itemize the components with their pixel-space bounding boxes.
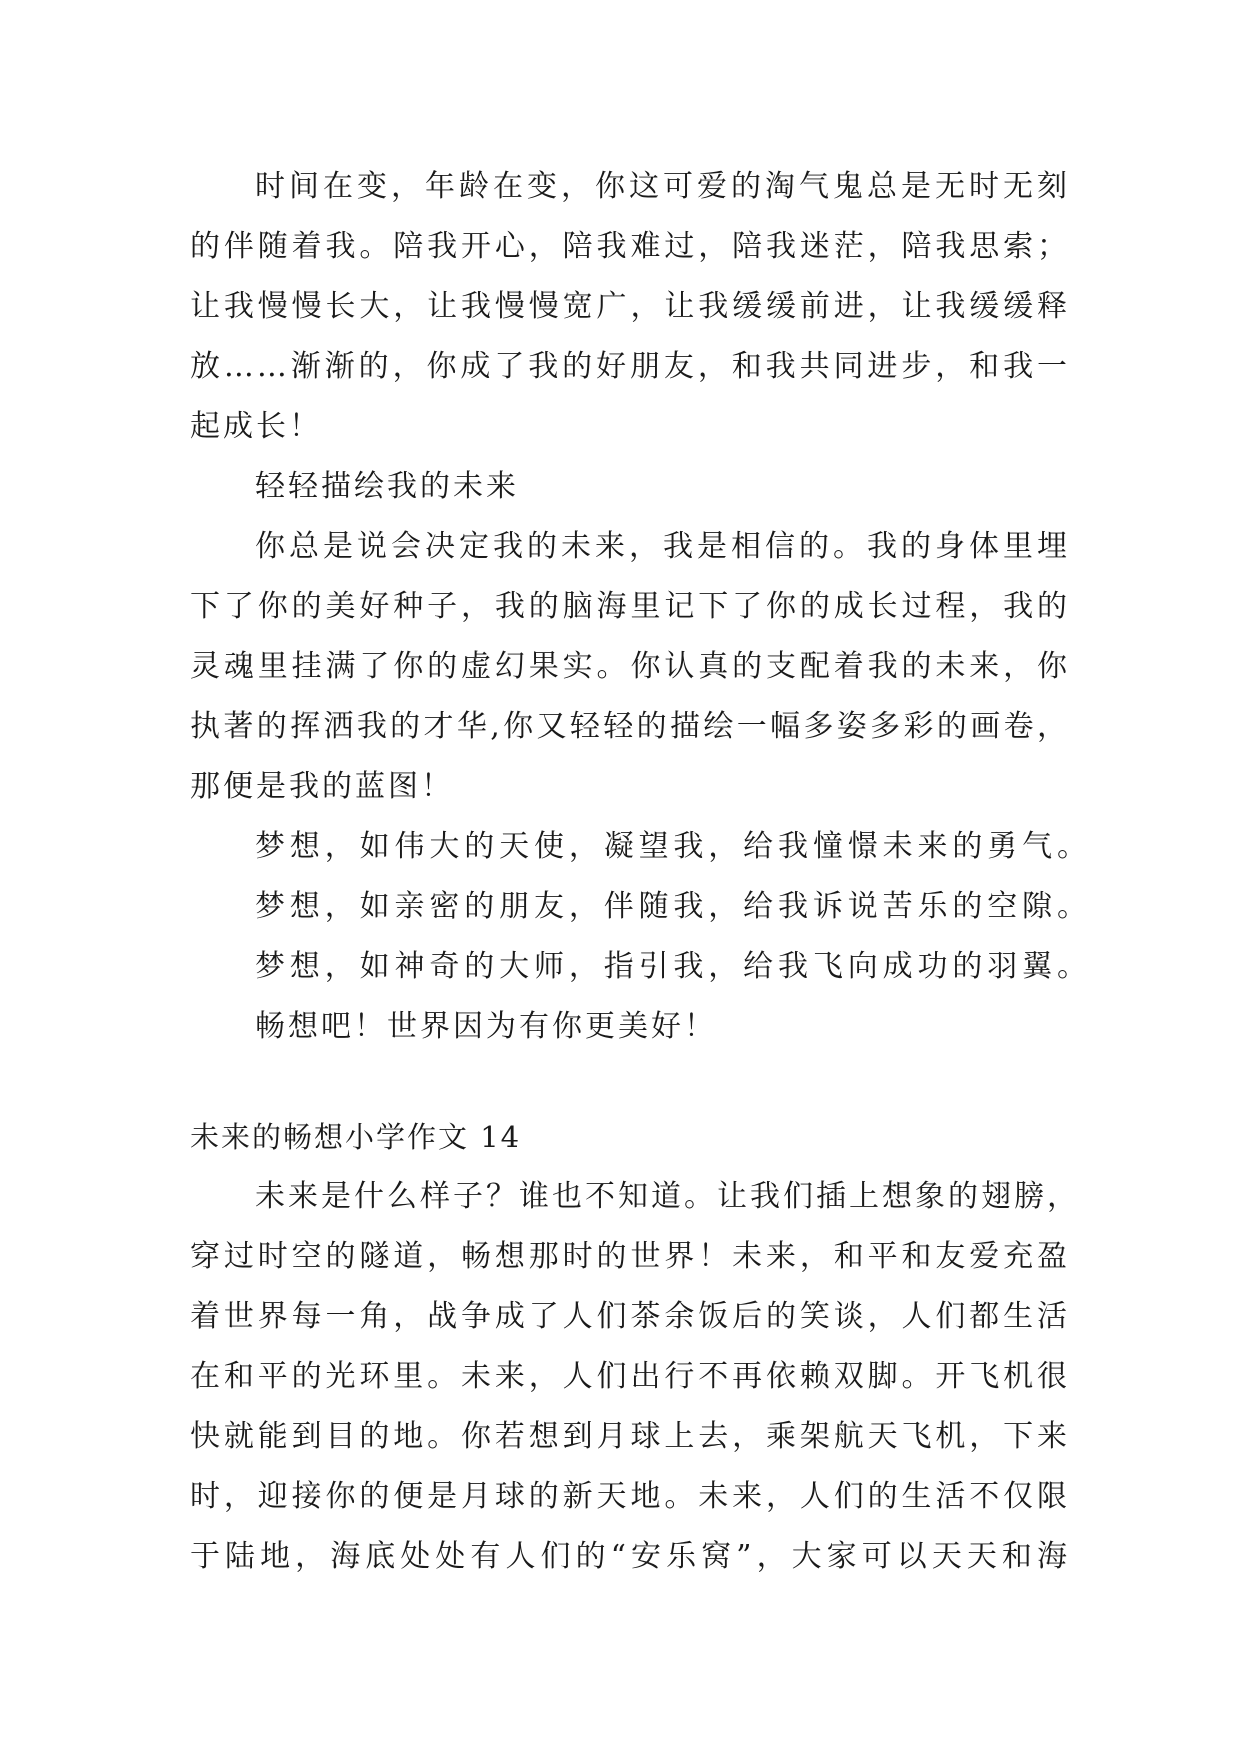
paragraph-line: 快就能到目的地。你若想到月球上去，乘架航天飞机，下来 [190,1419,1070,1454]
paragraph-line: 时间在变，年龄在变，你这可爱的淘气鬼总是无时无刻 [255,169,1070,204]
paragraph-line: 起成长！ [190,409,322,444]
paragraph-line: 穿过时空的隧道，畅想那时的世界！未来，和平和友爱充盈 [190,1239,1070,1274]
paragraph-line: 的伴随着我。陪我开心，陪我难过，陪我迷茫，陪我思索； [190,229,1070,264]
paragraph-line: 你总是说会决定我的未来，我是相信的。我的身体里埋 [255,529,1070,564]
paragraph-line: 下了你的美好种子，我的脑海里记下了你的成长过程，我的 [190,589,1070,624]
poem-line: 梦想，如神奇的大师，指引我，给我飞向成功的羽翼。 [255,949,1090,984]
paragraph-line: 放……渐渐的，你成了我的好朋友，和我共同进步，和我一 [190,349,1070,384]
paragraph-line: 让我慢慢长大，让我慢慢宽广，让我缓缓前进，让我缓缓释 [190,289,1070,324]
paragraph-line: 于陆地，海底处处有人们的“安乐窝”，大家可以天天和海 [190,1539,1070,1574]
paragraph-line: 灵魂里挂满了你的虚幻果实。你认真的支配着我的未来，你 [190,649,1070,684]
paragraph-line: 在和平的光环里。未来，人们出行不再依赖双脚。开飞机很 [190,1359,1070,1394]
poem-line: 梦想，如伟大的天使，凝望我，给我憧憬未来的勇气。 [255,829,1090,864]
paragraph-line: 那便是我的蓝图！ [190,769,454,804]
section-subtitle: 轻轻描绘我的未来 [255,469,519,504]
paragraph-line: 着世界每一角，战争成了人们茶余饭后的笑谈，人们都生活 [190,1299,1070,1334]
essay-title: 未来的畅想小学作文 14 [190,1120,522,1154]
poem-line: 梦想，如亲密的朋友，伴随我，给我诉说苦乐的空隙。 [255,889,1090,924]
poem-line: 畅想吧！世界因为有你更美好！ [255,1009,717,1044]
paragraph-line: 时，迎接你的便是月球的新天地。未来，人们的生活不仅限 [190,1479,1070,1514]
paragraph-line: 执著的挥洒我的才华,你又轻轻的描绘一幅多姿多彩的画卷， [190,709,1070,744]
paragraph-line: 未来是什么样子？谁也不知道。让我们插上想象的翅膀， [255,1179,1080,1214]
